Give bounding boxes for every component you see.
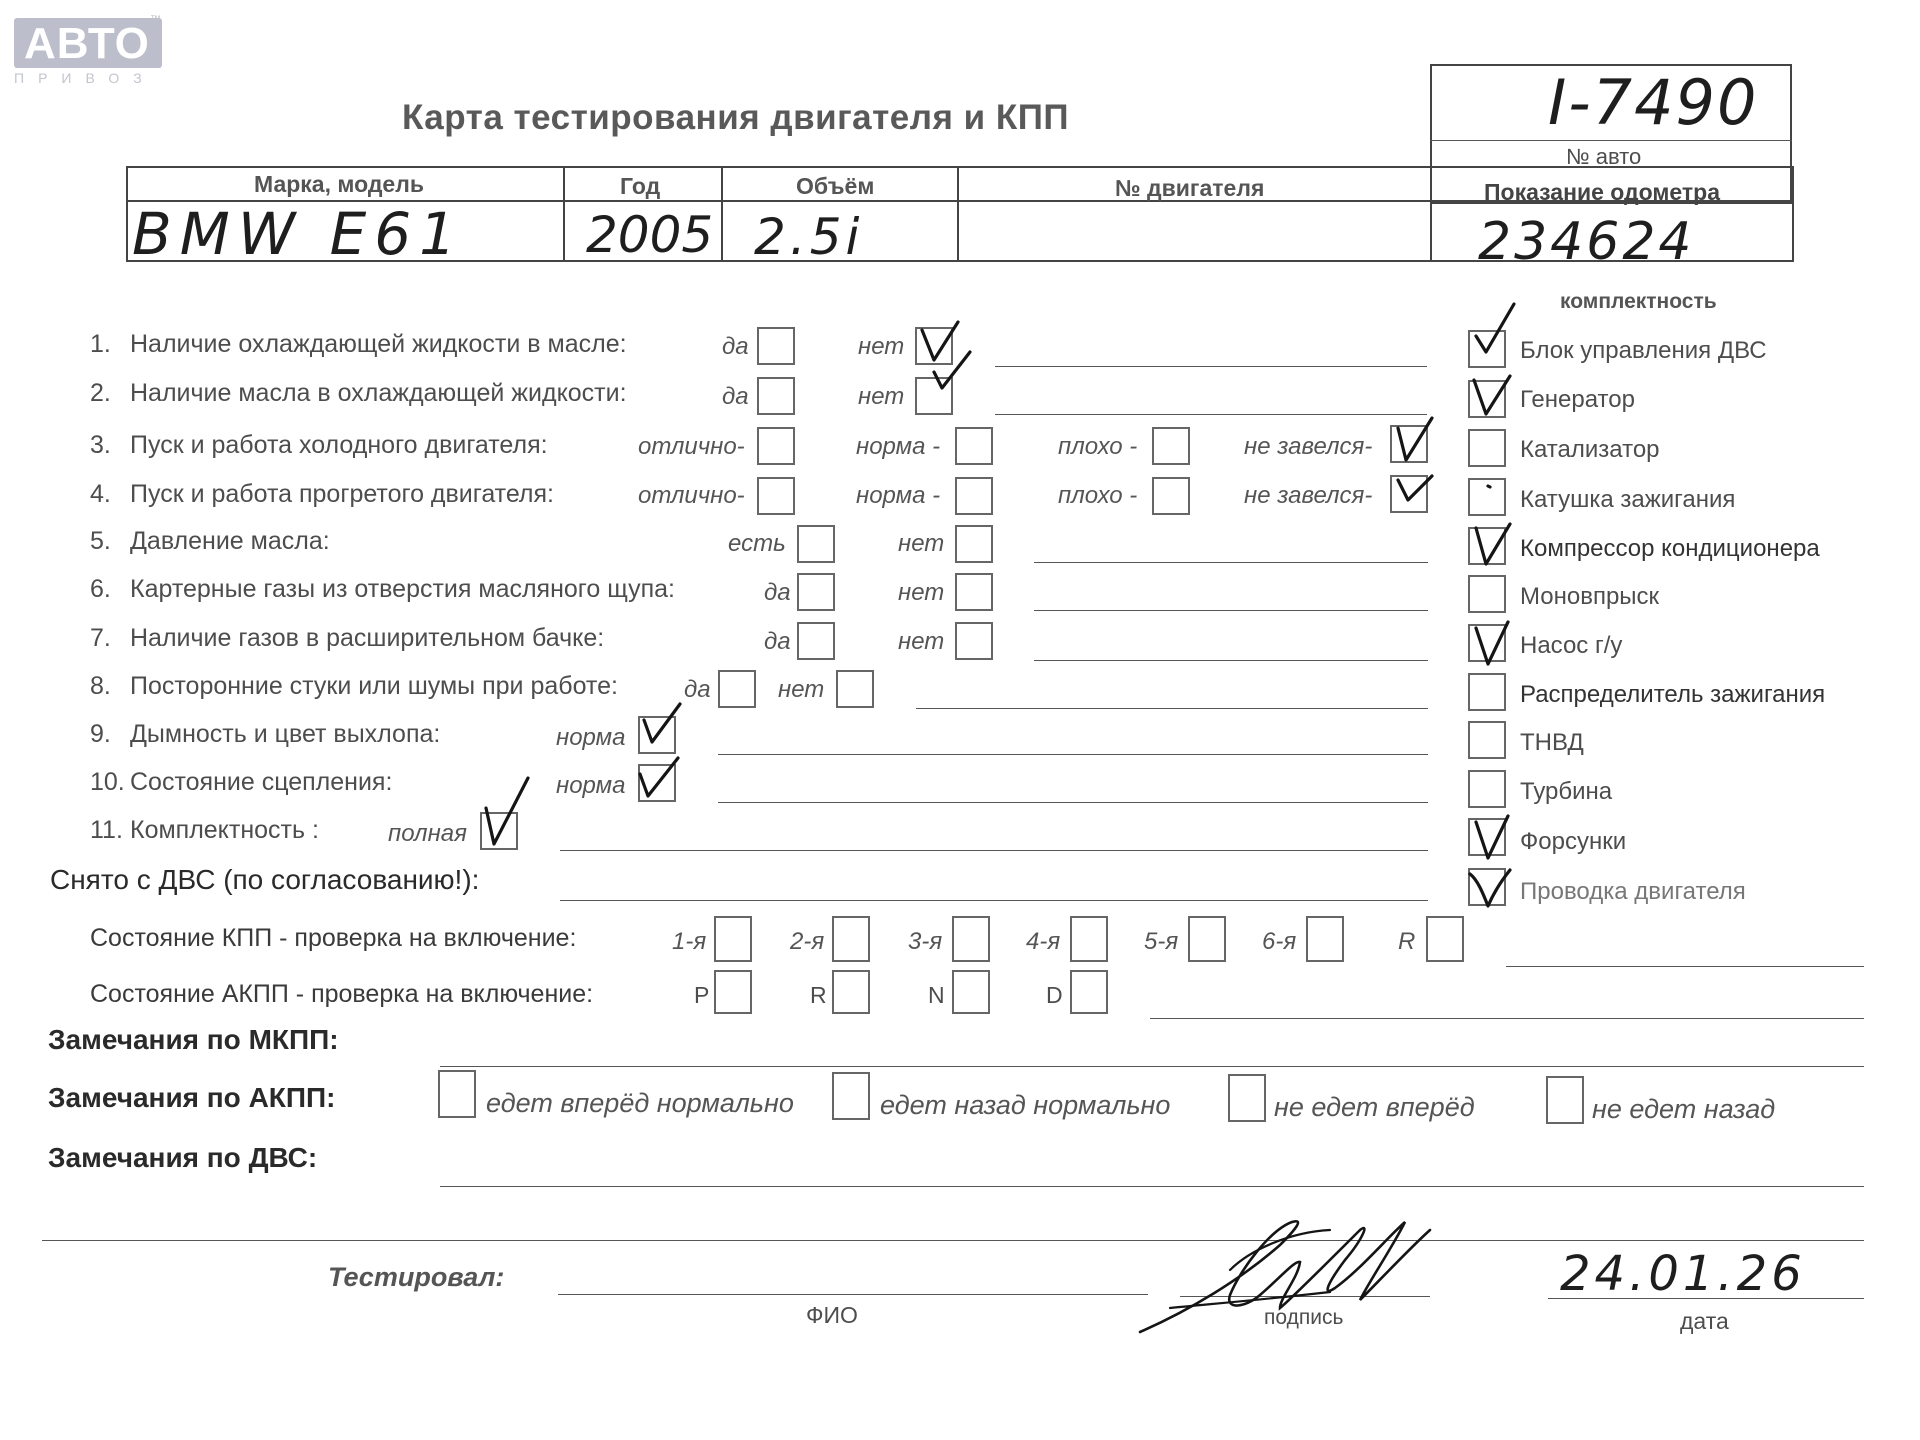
q6-answer-line xyxy=(1034,610,1428,611)
col-header-odometer: Показание одометра xyxy=(1484,179,1720,205)
q7-opt-no-label: нет xyxy=(898,628,945,655)
q6-no-checkbox[interactable] xyxy=(955,573,993,611)
kpp-label: Состояние КПП - проверка на включение: xyxy=(90,924,577,952)
q11-answer-line xyxy=(560,850,1428,851)
logo xyxy=(14,18,162,86)
remarks-akpp-label: Замечания по АКПП: xyxy=(48,1082,336,1113)
fio-caption: ФИО xyxy=(806,1302,858,1328)
comp-label-2: Генератор xyxy=(1520,386,1635,413)
tested-by-label: Тестировал: xyxy=(328,1262,505,1292)
q9-number: 9. xyxy=(90,720,111,748)
q4-bad-checkbox[interactable] xyxy=(1152,477,1190,515)
signature-caption: подпись xyxy=(1264,1306,1344,1329)
q2-answer-line xyxy=(995,414,1427,415)
q6-text: Картерные газы из отверстия масляного щупа: xyxy=(130,575,675,603)
q8-yes-checkbox[interactable] xyxy=(718,670,756,708)
value-model: BMW E61 xyxy=(132,200,465,268)
q6-number: 6. xyxy=(90,575,111,603)
q1-text: Наличие охлаждающей жидкости в масле: xyxy=(130,330,627,358)
akpp-mode-p-checkbox[interactable] xyxy=(714,970,752,1014)
q3-opt-normal-label: норма - xyxy=(856,433,941,460)
q3-text: Пуск и работа холодного двигателя: xyxy=(130,431,548,459)
comp-label-5: Компрессор кондиционера xyxy=(1520,535,1820,562)
comp-checkbox-9[interactable] xyxy=(1468,721,1506,759)
q3-not-started-checkmark xyxy=(1392,416,1436,462)
logo-trademark: ™ xyxy=(150,14,161,26)
q5-no-checkbox[interactable] xyxy=(955,525,993,563)
q4-not-started-checkmark xyxy=(1392,470,1436,516)
q7-opt-yes-label: да xyxy=(764,628,791,655)
akpp-backward-ok-label: едет назад нормально xyxy=(880,1090,1171,1120)
q10-answer-line xyxy=(718,802,1428,803)
kpp-gear-5-label: 5-я xyxy=(1144,928,1179,955)
kpp-gear-2-label: 2-я xyxy=(790,928,825,955)
q4-opt-not-started-label: не завелся- xyxy=(1244,482,1373,509)
akpp-backward-fail-checkbox[interactable] xyxy=(1546,1076,1584,1124)
comp-2-checkmark xyxy=(1470,372,1514,418)
q10-number: 10. xyxy=(90,768,125,796)
q8-number: 8. xyxy=(90,672,111,700)
akpp-forward-ok-checkbox[interactable] xyxy=(438,1070,476,1118)
date-caption: дата xyxy=(1680,1308,1729,1334)
q2-opt-yes-label: да xyxy=(722,383,749,410)
q9-opt-normal-label: норма xyxy=(556,724,626,751)
date-value: 24.01.26 xyxy=(1560,1246,1806,1302)
comp-label-8: Распределитель зажигания xyxy=(1520,681,1826,708)
q5-opt-no-label: нет xyxy=(898,530,945,557)
q11-number: 11. xyxy=(90,816,123,844)
q10-normal-checkmark xyxy=(634,752,678,798)
q6-opt-yes-label: да xyxy=(764,579,791,606)
kpp-gear-5-checkbox[interactable] xyxy=(1188,916,1226,962)
car-number-value: I-7490 xyxy=(1548,66,1759,139)
comp-label-9: ТНВД xyxy=(1520,729,1584,756)
q7-no-checkbox[interactable] xyxy=(955,622,993,660)
car-number-label: № авто xyxy=(1566,144,1642,169)
q5-text: Давление масла: xyxy=(130,527,330,555)
q3-opt-bad-label: плохо - xyxy=(1058,433,1138,460)
q9-answer-line xyxy=(718,754,1428,755)
q11-opt-full-label: полная xyxy=(388,820,467,847)
q4-excellent-checkbox[interactable] xyxy=(757,477,795,515)
kpp-gear-r-checkbox[interactable] xyxy=(1426,916,1464,962)
comp-label-6: Моновпрыск xyxy=(1520,583,1660,610)
q3-number: 3. xyxy=(90,431,111,459)
comp-1-checkmark xyxy=(1472,300,1516,346)
comp-label-3: Катализатор xyxy=(1520,436,1660,463)
q3-opt-excellent-label: отлично- xyxy=(638,433,745,460)
q1-number: 1. xyxy=(90,330,111,358)
remarks-dvs-label: Замечания по ДВС: xyxy=(48,1142,318,1173)
akpp-label: Состояние АКПП - проверка на включение: xyxy=(90,980,594,1008)
kpp-gear-1-label: 1-я xyxy=(672,928,707,955)
q4-opt-bad-label: плохо - xyxy=(1058,482,1138,509)
akpp-forward-fail-label: не едет вперёд xyxy=(1274,1092,1475,1122)
remarks-mkpp-line xyxy=(440,1066,1864,1067)
q4-text: Пуск и работа прогретого двигателя: xyxy=(130,480,554,508)
q4-opt-normal-label: норма - xyxy=(856,482,941,509)
value-odometer: 234624 xyxy=(1478,212,1695,272)
comp-checkbox-10[interactable] xyxy=(1468,770,1506,808)
q4-opt-excellent-label: отлично- xyxy=(638,482,745,509)
q5-number: 5. xyxy=(90,527,111,555)
q7-yes-checkbox[interactable] xyxy=(797,622,835,660)
q8-no-checkbox[interactable] xyxy=(836,670,874,708)
comp-label-7: Насос г/у xyxy=(1520,632,1623,659)
signature-scribble xyxy=(1130,1200,1450,1340)
akpp-mode-d-checkbox[interactable] xyxy=(1070,970,1108,1014)
remarks-extra-line xyxy=(42,1240,1864,1241)
kpp-gear-6-checkbox[interactable] xyxy=(1306,916,1344,962)
remarks-mkpp-label: Замечания по МКПП: xyxy=(48,1024,339,1055)
q1-yes-checkbox[interactable] xyxy=(757,327,795,365)
q8-opt-yes-label: да xyxy=(684,676,711,703)
page-title: Карта тестирования двигателя и КПП xyxy=(402,98,1070,137)
col-header-volume: Объём xyxy=(796,173,875,199)
comp-label-11: Форсунки xyxy=(1520,828,1627,855)
removed-answer-line xyxy=(560,900,1428,901)
q3-bad-checkbox[interactable] xyxy=(1152,427,1190,465)
comp-11-checkmark xyxy=(1470,814,1514,860)
akpp-forward-fail-checkbox[interactable] xyxy=(1228,1074,1266,1122)
q1-opt-yes-label: да xyxy=(722,333,749,360)
remarks-dvs-line xyxy=(440,1186,1864,1187)
kpp-gear-3-label: 3-я xyxy=(908,928,943,955)
akpp-mode-n-checkbox[interactable] xyxy=(952,970,990,1014)
kpp-gear-4-checkbox[interactable] xyxy=(1070,916,1108,962)
q9-normal-checkmark xyxy=(638,700,682,746)
akpp-backward-fail-label: не едет назад xyxy=(1592,1094,1776,1124)
kpp-gear-r-label: R xyxy=(1398,928,1416,955)
q3-excellent-checkbox[interactable] xyxy=(757,427,795,465)
akpp-answer-line xyxy=(1150,1018,1864,1019)
q2-text: Наличие масла в охлаждающей жидкости: xyxy=(130,379,627,407)
akpp-mode-r-label: R xyxy=(810,982,827,1008)
q1-opt-no-label: нет xyxy=(858,333,905,360)
kpp-answer-line xyxy=(1506,966,1864,967)
akpp-mode-d-label: D xyxy=(1046,982,1063,1008)
comp-label-4: Катушка зажигания xyxy=(1520,486,1736,513)
q2-number: 2. xyxy=(90,379,111,407)
q7-text: Наличие газов в расширительном бачке: xyxy=(130,624,605,652)
q8-answer-line xyxy=(916,708,1428,709)
comp-5-checkmark xyxy=(1470,522,1514,568)
logo-subtitle: ПРИВОЗ xyxy=(14,70,156,86)
comp-4-dot xyxy=(1476,478,1520,524)
akpp-forward-ok-label: едет вперёд нормально xyxy=(486,1088,794,1118)
comp-label-10: Турбина xyxy=(1520,778,1613,805)
q5-answer-line xyxy=(1034,562,1428,563)
col-header-engine-number: № двигателя xyxy=(1115,175,1265,201)
col-header-model: Марка, модель xyxy=(254,171,424,197)
q2-no-checkmark xyxy=(930,352,974,398)
q9-text: Дымность и цвет выхлопа: xyxy=(130,720,441,748)
q11-full-checkmark xyxy=(482,774,526,820)
comp-12-checkmark xyxy=(1468,866,1512,912)
akpp-mode-n-label: N xyxy=(928,982,945,1008)
comp-checkbox-8[interactable] xyxy=(1468,673,1506,711)
value-volume: 2.5i xyxy=(754,208,864,266)
value-year: 2005 xyxy=(586,206,714,264)
kpp-gear-2-checkbox[interactable] xyxy=(832,916,870,962)
q2-yes-checkbox[interactable] xyxy=(757,377,795,415)
q10-opt-normal-label: норма xyxy=(556,772,626,799)
q4-number: 4. xyxy=(90,480,111,508)
q10-text: Состояние сцепления: xyxy=(130,768,393,796)
q11-text: Комплектность : xyxy=(130,816,319,844)
kpp-gear-4-label: 4-я xyxy=(1026,928,1061,955)
fio-line xyxy=(558,1294,1148,1295)
logo-brand: АВТО xyxy=(14,18,162,68)
comp-checkbox-3[interactable] xyxy=(1468,429,1506,467)
completeness-title: комплектность xyxy=(1560,290,1717,313)
kpp-gear-1-checkbox[interactable] xyxy=(714,916,752,962)
removed-label: Снято с ДВС (по согласованию!): xyxy=(50,864,480,895)
car-number-divider xyxy=(1430,140,1792,141)
comp-label-1: Блок управления ДВС xyxy=(1520,337,1767,364)
akpp-mode-p-label: P xyxy=(694,982,710,1008)
q8-opt-no-label: нет xyxy=(778,676,825,703)
q3-normal-checkbox[interactable] xyxy=(955,427,993,465)
q5-opt-yes-label: есть xyxy=(728,530,786,557)
comp-7-checkmark xyxy=(1470,620,1514,666)
akpp-mode-r-checkbox[interactable] xyxy=(832,970,870,1014)
kpp-gear-3-checkbox[interactable] xyxy=(952,916,990,962)
q6-opt-no-label: нет xyxy=(898,579,945,606)
kpp-gear-6-label: 6-я xyxy=(1262,928,1297,955)
q5-yes-checkbox[interactable] xyxy=(797,525,835,563)
q3-opt-not-started-label: не завелся- xyxy=(1244,433,1373,460)
col-header-year: Год xyxy=(620,173,661,199)
q8-text: Посторонние стуки или шумы при работе: xyxy=(130,672,618,700)
comp-label-12: Проводка двигателя xyxy=(1520,878,1746,905)
comp-checkbox-6[interactable] xyxy=(1468,575,1506,613)
q7-number: 7. xyxy=(90,624,111,652)
q4-normal-checkbox[interactable] xyxy=(955,477,993,515)
q6-yes-checkbox[interactable] xyxy=(797,573,835,611)
q7-answer-line xyxy=(1034,660,1428,661)
akpp-backward-ok-checkbox[interactable] xyxy=(832,1072,870,1120)
q1-answer-line xyxy=(995,366,1427,367)
q2-opt-no-label: нет xyxy=(858,383,905,410)
